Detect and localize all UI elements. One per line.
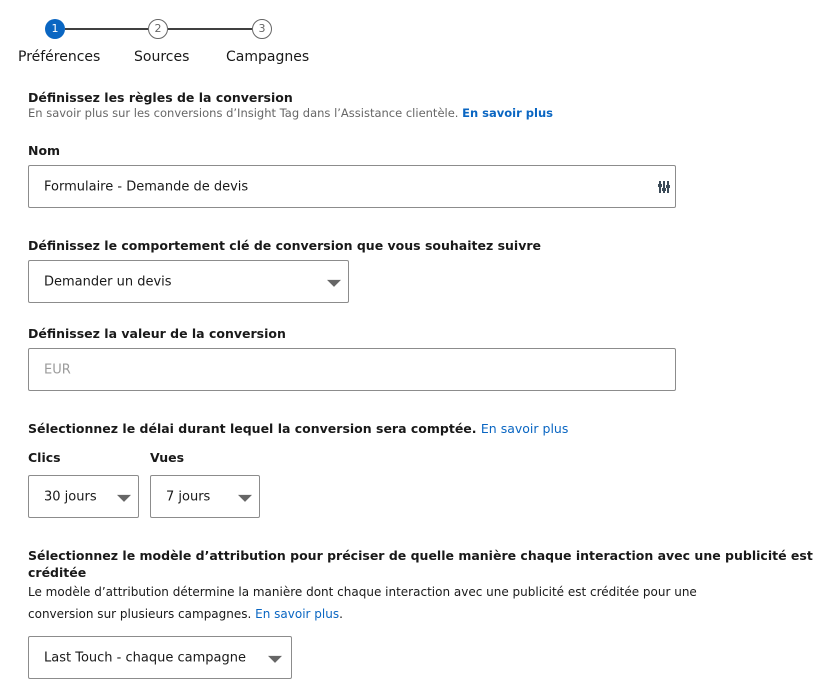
chevron-down-icon <box>238 494 252 501</box>
name-input[interactable] <box>28 165 676 208</box>
stepper-connector-2 <box>168 28 252 30</box>
views-label: Vues <box>150 450 185 465</box>
views-select[interactable] <box>150 475 260 518</box>
step-2-indicator[interactable]: 2 <box>148 19 168 39</box>
attribution-select-value: Last Touch - chaque campagne <box>44 650 246 665</box>
value-input[interactable] <box>28 348 676 391</box>
attribution-select[interactable] <box>28 636 292 679</box>
step-1-indicator[interactable]: 1 <box>45 19 65 39</box>
step-3-label[interactable]: Campagnes <box>226 49 310 65</box>
step-3-indicator[interactable]: 3 <box>252 19 272 39</box>
rules-subtitle-row <box>28 106 553 120</box>
step-1-label[interactable]: Préférences <box>18 49 101 65</box>
behavior-label: Définissez le comportement clé de conversion que vous souhaitez suivre <box>28 238 542 253</box>
step-2-label[interactable]: Sources <box>134 49 190 65</box>
sliders-icon[interactable] <box>658 180 670 194</box>
name-input-value: Formulaire - Demande de devis <box>44 179 249 194</box>
attribution-label-line1: Sélectionnez le modèle d’attribution pour préciser de quelle manière chaque interaction avec une publicité est <box>28 548 813 563</box>
behavior-select[interactable] <box>28 260 349 303</box>
rules-learn-more-link[interactable]: En savoir plus <box>462 106 553 120</box>
attribution-label-line2: créditée <box>28 565 87 580</box>
attribution-link-suffix: . <box>339 607 343 621</box>
clicks-select[interactable] <box>28 475 139 518</box>
attribution-desc-line2: conversion sur plusieurs campagnes. <box>28 607 252 621</box>
chevron-down-icon <box>327 279 341 286</box>
value-label: Définissez la valeur de la conversion <box>28 326 286 341</box>
clicks-select-value: 30 jours <box>44 489 97 504</box>
name-label: Nom <box>28 143 61 158</box>
attribution-desc-line2-row <box>28 607 343 621</box>
views-select-value: 7 jours <box>166 489 211 504</box>
stepper-connector-1 <box>65 28 148 30</box>
window-label-row <box>28 421 568 436</box>
rules-title: Définissez les règles de la conversion <box>28 90 293 105</box>
chevron-down-icon <box>117 494 131 501</box>
behavior-select-value: Demander un devis <box>44 274 172 289</box>
window-learn-more-link[interactable]: En savoir plus <box>480 421 569 436</box>
attribution-learn-more-link[interactable]: En savoir plus <box>255 607 340 621</box>
value-input-placeholder: EUR <box>44 362 71 377</box>
rules-subtitle: En savoir plus sur les conversions d’Insight Tag dans l’Assistance clientèle. <box>28 106 459 120</box>
chevron-down-icon <box>268 655 282 662</box>
clicks-label: Clics <box>28 450 61 465</box>
attribution-desc-line1: Le modèle d’attribution détermine la manière dont chaque interaction avec une publicité est créditée pour une <box>28 585 697 599</box>
window-label: Sélectionnez le délai durant lequel la conversion sera comptée. <box>28 421 477 436</box>
